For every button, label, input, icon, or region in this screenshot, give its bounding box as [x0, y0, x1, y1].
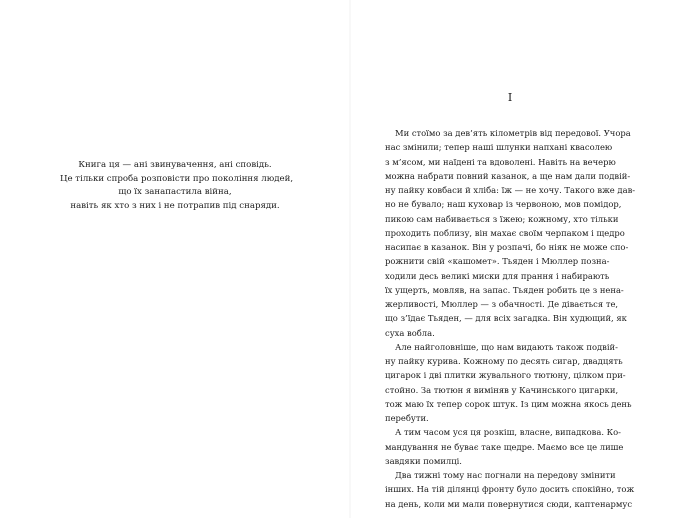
text-line: А тим часом уся ця розкіш, власне, випадкова. Ко- [395, 427, 621, 438]
text-line: з м’ясом, ми наїдені та вдоволені. Навіть на вечерю [385, 156, 616, 167]
text-line: Але найголовніше, що нам видають також подвій- [395, 341, 618, 352]
text-line: їх ущерть, мовляв, на запас. Тьяден робить це з нена- [385, 284, 624, 295]
paragraph [385, 425, 635, 468]
text-line: що з’їдає Тьяден, — для всіх загадка. Він худющий, як [385, 313, 627, 324]
text-line: насипає в казанок. Він у розпачі, бо ніяк не може спо- [385, 242, 629, 252]
chapter-body [385, 126, 635, 511]
text-line: інших. На тій ділянці фронту було досить спокійно, тож [385, 484, 635, 495]
text-line: рожнити свій «кашомет». Тьяден і Мюллер позна- [385, 256, 610, 267]
text-line: суха вобла. [385, 327, 435, 338]
text-line: тож маю їх тепер сорок штук. Із цим можна якось день [385, 398, 632, 409]
text-line: завдяки помилці. [385, 455, 462, 466]
text-line: мандування не буває таке щедре. Маємо все це лише [385, 441, 624, 452]
paragraph [385, 340, 635, 426]
chapter-number: I [507, 91, 513, 104]
text-line: ну пайку курива. Кожному по десять сигар, двадцять [385, 356, 623, 366]
paragraph [385, 126, 635, 340]
epigraph [60, 159, 294, 213]
text-line: цигарок і дві плитки жувального тютюну, цілком при- [385, 370, 626, 381]
text-line: жерливості, Мюллер — з обачності. Де дівається те, [385, 299, 619, 309]
epigraph-line: Книга ця — ані звинувачення, ані сповідь. [78, 160, 272, 170]
text-line: Два тижні тому нас погнали на передову змінити [395, 470, 616, 480]
text-line: ну пайку ковбаси й хліба: їж — не хочу. Такого вже дав- [385, 185, 635, 195]
paragraph [385, 468, 635, 511]
text-line: пикою сам набивається з їжею; кожному, хто тільки [385, 213, 619, 224]
epigraph-line: навіть як хто з них і не потрапив під снаряди. [70, 200, 280, 211]
text-line: можна набрати повний казанок, а ще нам дали подвій- [385, 170, 631, 181]
text-line: стойно. За тютюн я виміняв у Качинського цигарки, [385, 384, 619, 395]
text-line: нас змінили; тепер наші шлунки напхані квасолею [385, 142, 613, 153]
text-line: проходить поблизу, він махає своїм черпаком і щедро [385, 227, 625, 238]
text-line: но не бувало; наш куховар із червоною, мов помідор, [385, 199, 622, 210]
epigraph-line: Це тільки спроба розповісти про покоління людей, [60, 173, 294, 184]
text-line: перебути. [385, 413, 429, 423]
text-line: ходили десь великі миски для прання і набирають [385, 270, 610, 281]
text-line: на день, коли ми мали повернутися сюди, каптенармус [385, 498, 633, 509]
text-line: Ми стоїмо за дев’ять кілометрів від передової. Учора [395, 128, 631, 138]
epigraph-line: що їх занапастила війна, [118, 187, 232, 198]
